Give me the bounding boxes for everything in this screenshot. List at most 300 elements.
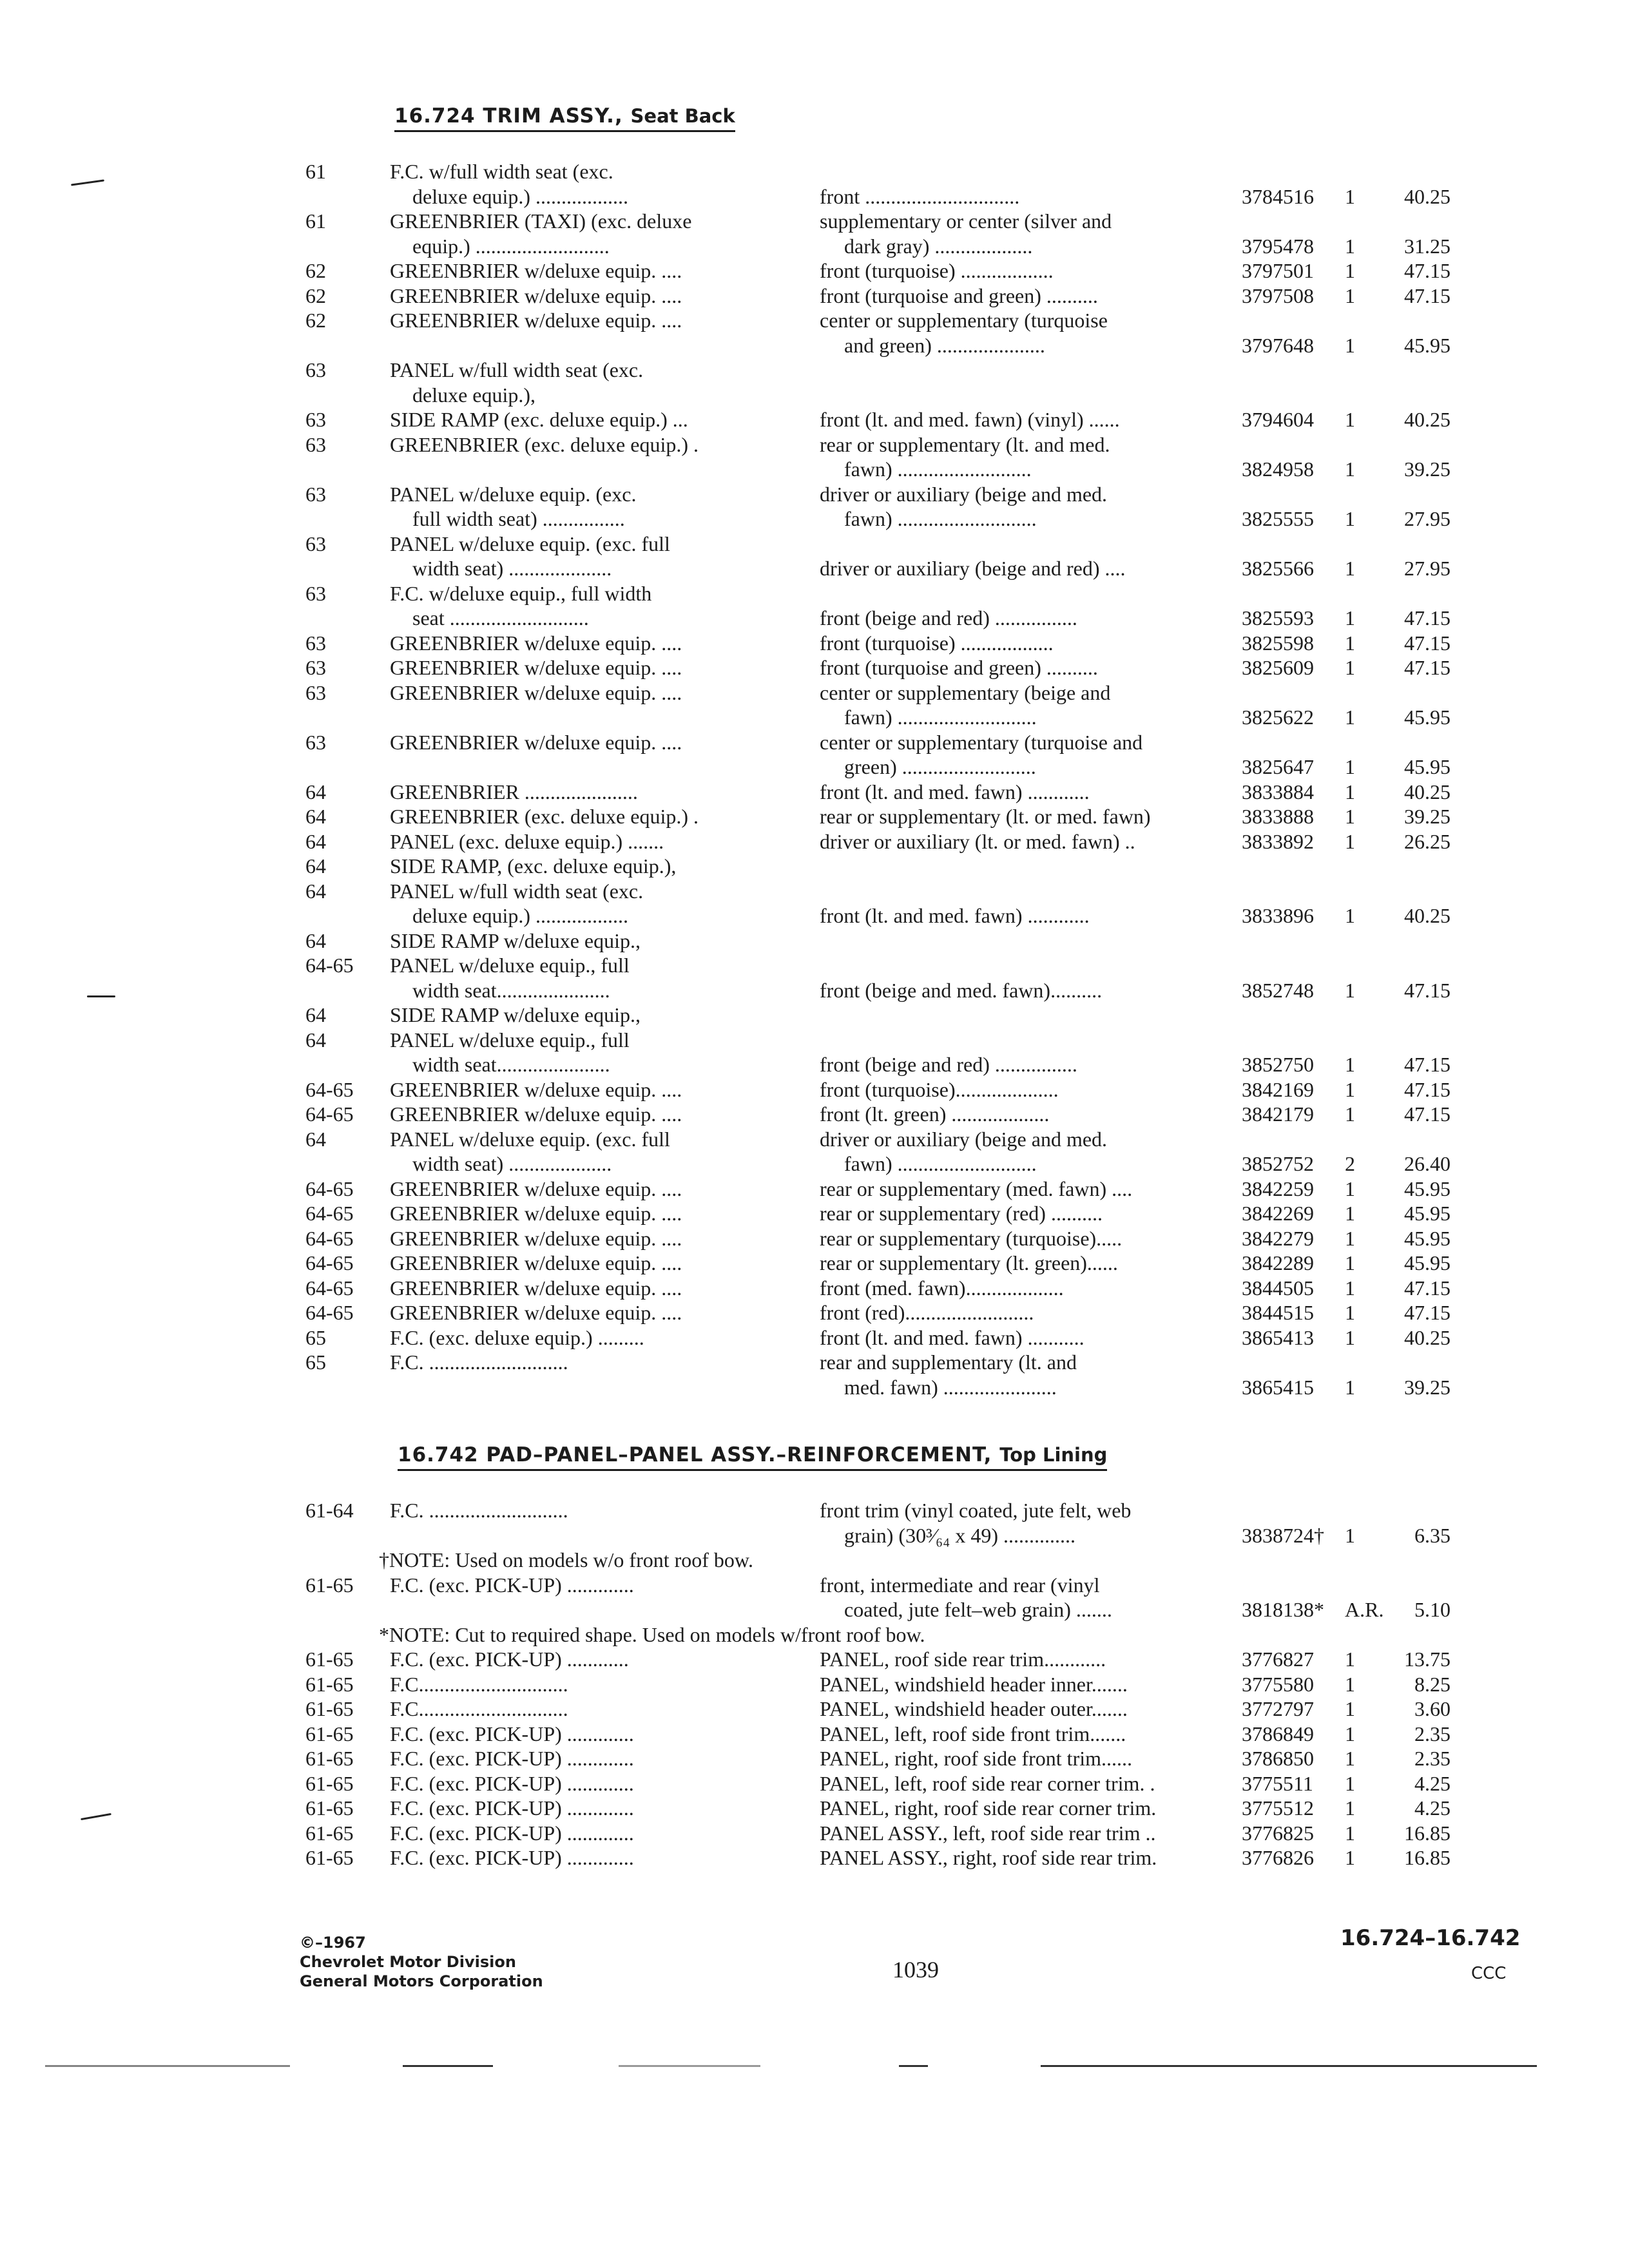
section-heading-pad-panel xyxy=(398,1443,1107,1471)
table-row xyxy=(0,879,1629,928)
table-row xyxy=(0,432,1629,482)
table-row xyxy=(0,407,1629,432)
model-description: F.C. (exc. PICK-UP) ............. xyxy=(390,1796,634,1820)
price: 2.35 xyxy=(1414,1722,1451,1745)
quantity: 1 xyxy=(1345,755,1355,778)
part-description: front (turquoise).................... xyxy=(820,1077,1059,1101)
part-number: 3842269 xyxy=(1242,1202,1314,1225)
part-description: PANEL, left, roof side front trim....... xyxy=(820,1722,1126,1745)
table-row xyxy=(0,532,1629,581)
quantity: 1 xyxy=(1345,1648,1355,1671)
table-row xyxy=(0,631,1629,656)
part-description: rear or supplementary (lt. or med. fawn) xyxy=(820,805,1151,828)
model-years: 64-65 xyxy=(305,1102,354,1126)
part-description: front (turquoise) .................. xyxy=(820,631,1054,655)
model-years: 61-65 xyxy=(305,1747,354,1770)
bottom-rule xyxy=(1041,2065,1537,2067)
section-title: 16.724 TRIM ASSY., xyxy=(394,104,623,128)
model-description: GREENBRIER w/deluxe equip. .... xyxy=(390,1177,682,1200)
price: 16.85 xyxy=(1404,1846,1451,1869)
part-description: center or supplementary (turquoise and xyxy=(820,730,1143,754)
model-years: 64-65 xyxy=(305,1177,354,1200)
price: 40.25 xyxy=(1404,904,1451,927)
model-description: GREENBRIER w/deluxe equip. .... xyxy=(390,309,682,332)
part-description-cont: coated, jute felt–web grain) ....... xyxy=(844,1598,1112,1621)
quantity: A.R. xyxy=(1345,1598,1384,1621)
part-description-cont: driver or auxiliary (beige and red) .... xyxy=(820,557,1126,580)
model-description: F.C. (exc. PICK-UP) ............. xyxy=(390,1747,634,1770)
model-description: GREENBRIER w/deluxe equip. .... xyxy=(390,1251,682,1274)
footer-corporation: General Motors Corporation xyxy=(300,1972,543,1990)
part-number: 3825622 xyxy=(1242,706,1314,729)
price: 40.25 xyxy=(1404,1325,1451,1349)
footer-publisher xyxy=(300,1933,543,1991)
model-years: 63 xyxy=(305,358,326,381)
part-number: 3818138* xyxy=(1242,1598,1324,1621)
quantity: 1 xyxy=(1345,656,1355,679)
model-years: 64 xyxy=(305,805,326,828)
model-description: F.C. (exc. PICK-UP) ............. xyxy=(390,1821,634,1845)
quantity: 1 xyxy=(1345,978,1355,1002)
part-description: front (lt. and med. fawn) ............ xyxy=(820,780,1090,803)
price: 5.10 xyxy=(1414,1598,1451,1621)
price: 26.25 xyxy=(1404,829,1451,853)
part-description-cont: fawn) ........................... xyxy=(844,1152,1037,1175)
part-number: 3842289 xyxy=(1242,1251,1314,1274)
part-number: 3842259 xyxy=(1242,1177,1314,1200)
model-years: 63 xyxy=(305,680,326,704)
quantity: 1 xyxy=(1345,1226,1355,1250)
note-row xyxy=(0,1622,1629,1648)
model-years: 64-65 xyxy=(305,1202,354,1225)
quantity: 2 xyxy=(1345,1152,1355,1175)
parts-table-pad-panel xyxy=(0,1498,1629,1870)
quantity: 1 xyxy=(1345,284,1355,307)
part-number: 3825566 xyxy=(1242,557,1314,580)
part-description: PANEL ASSY., left, roof side rear trim .. xyxy=(820,1821,1156,1845)
price: 31.25 xyxy=(1404,234,1451,258)
model-description-cont: width seat...................... xyxy=(412,978,610,1002)
model-description: PANEL w/deluxe equip. (exc. full xyxy=(390,1127,670,1151)
price: 47.15 xyxy=(1404,284,1451,307)
quantity: 1 xyxy=(1345,1202,1355,1225)
model-description: GREENBRIER w/deluxe equip. .... xyxy=(390,730,682,754)
part-description: PANEL, windshield header inner....... xyxy=(820,1672,1128,1696)
note-row xyxy=(0,1548,1629,1573)
model-years: 64-65 xyxy=(305,1077,354,1101)
part-description: rear or supplementary (med. fawn) .... xyxy=(820,1177,1133,1200)
model-description: GREENBRIER w/deluxe equip. .... xyxy=(390,680,682,704)
quantity: 1 xyxy=(1345,1301,1355,1324)
price: 47.15 xyxy=(1404,978,1451,1002)
part-description-cont: med. fawn) ...................... xyxy=(844,1375,1057,1399)
part-description-cont: fawn) .......................... xyxy=(844,457,1032,481)
model-years: 63 xyxy=(305,482,326,506)
model-years: 64 xyxy=(305,854,326,878)
model-description: GREENBRIER w/deluxe equip. .... xyxy=(390,1102,682,1126)
model-description-cont: deluxe equip.) .................. xyxy=(412,184,629,208)
part-number: 3833884 xyxy=(1242,780,1314,803)
part-number: 3844515 xyxy=(1242,1301,1314,1324)
part-number: 3775512 xyxy=(1242,1796,1314,1820)
quantity: 1 xyxy=(1345,1077,1355,1101)
part-number: 3852748 xyxy=(1242,978,1314,1002)
model-description: GREENBRIER w/deluxe equip. .... xyxy=(390,656,682,679)
model-description: PANEL w/full width seat (exc. xyxy=(390,358,644,381)
price: 45.95 xyxy=(1404,333,1451,357)
quantity: 1 xyxy=(1345,507,1355,530)
part-number: 3824958 xyxy=(1242,457,1314,481)
model-description: F.C............................. xyxy=(390,1697,568,1720)
model-years: 63 xyxy=(305,581,326,605)
table-row xyxy=(0,1127,1629,1177)
model-years: 65 xyxy=(305,1350,326,1374)
model-description: GREENBRIER w/deluxe equip. .... xyxy=(390,1276,682,1300)
price: 2.35 xyxy=(1414,1747,1451,1770)
table-row xyxy=(0,159,1629,209)
price: 45.95 xyxy=(1404,1202,1451,1225)
price: 27.95 xyxy=(1404,557,1451,580)
part-description: front (turquoise and green) .......... xyxy=(820,656,1098,679)
price: 47.15 xyxy=(1404,656,1451,679)
part-number: 3784516 xyxy=(1242,184,1314,208)
model-description: F.C. (exc. deluxe equip.) ......... xyxy=(390,1325,644,1349)
part-description-cont: fawn) ........................... xyxy=(844,507,1037,530)
model-years: 63 xyxy=(305,656,326,679)
model-description: SIDE RAMP w/deluxe equip., xyxy=(390,1003,641,1026)
bottom-rule xyxy=(403,2065,493,2067)
table-row xyxy=(0,1672,1629,1697)
footnote: †NOTE: Used on models w/o front roof bow. xyxy=(379,1548,753,1571)
section-subtitle: Top Lining xyxy=(999,1444,1108,1466)
model-years: 64 xyxy=(305,780,326,803)
part-description-cont: front (beige and red) ................ xyxy=(820,606,1077,629)
part-number: 3772797 xyxy=(1242,1697,1314,1720)
part-description: front (med. fawn)................... xyxy=(820,1276,1064,1300)
quantity: 1 xyxy=(1345,829,1355,853)
table-row xyxy=(0,358,1629,407)
table-row xyxy=(0,1696,1629,1722)
part-number: 3776826 xyxy=(1242,1846,1314,1869)
quantity: 1 xyxy=(1345,1722,1355,1745)
price: 26.40 xyxy=(1404,1152,1451,1175)
table-row xyxy=(0,258,1629,284)
model-description: PANEL w/deluxe equip. (exc. xyxy=(390,482,637,506)
model-years: 63 xyxy=(305,730,326,754)
table-row xyxy=(0,1003,1629,1028)
price: 47.15 xyxy=(1404,631,1451,655)
table-row xyxy=(0,1771,1629,1796)
part-number: 3865415 xyxy=(1242,1375,1314,1399)
model-description-cont: width seat) .................... xyxy=(412,1152,612,1175)
table-row xyxy=(0,655,1629,680)
model-description: GREENBRIER w/deluxe equip. .... xyxy=(390,1077,682,1101)
part-description: PANEL ASSY., right, roof side rear trim. xyxy=(820,1846,1157,1869)
model-years: 63 xyxy=(305,631,326,655)
margin-tick xyxy=(87,995,115,997)
model-years: 64 xyxy=(305,1028,326,1052)
footer-division: Chevrolet Motor Division xyxy=(300,1953,516,1971)
part-number: 3776825 xyxy=(1242,1821,1314,1845)
bottom-rule xyxy=(899,2065,928,2067)
table-row xyxy=(0,1177,1629,1202)
model-years: 64-65 xyxy=(305,1226,354,1250)
model-description-cont: equip.) .......................... xyxy=(412,234,610,258)
table-row xyxy=(0,209,1629,258)
model-description: F.C. (exc. PICK-UP) ............. xyxy=(390,1573,634,1597)
model-years: 61-65 xyxy=(305,1648,354,1671)
price: 45.95 xyxy=(1404,1226,1451,1250)
model-description: SIDE RAMP, (exc. deluxe equip.), xyxy=(390,854,677,878)
price: 47.15 xyxy=(1404,1077,1451,1101)
quantity: 1 xyxy=(1345,234,1355,258)
part-description: center or supplementary (turquoise xyxy=(820,309,1108,332)
price: 47.15 xyxy=(1404,259,1451,282)
quantity: 1 xyxy=(1345,333,1355,357)
price: 40.25 xyxy=(1404,408,1451,431)
model-years: 64-65 xyxy=(305,1276,354,1300)
part-description: rear and supplementary (lt. and xyxy=(820,1350,1077,1374)
part-number: 3786850 xyxy=(1242,1747,1314,1770)
bottom-rule xyxy=(619,2065,760,2067)
table-row xyxy=(0,1647,1629,1672)
quantity: 1 xyxy=(1345,1697,1355,1720)
part-description-cont: front .............................. xyxy=(820,184,1020,208)
part-description-cont: front (lt. and med. fawn) ............ xyxy=(820,904,1090,927)
price: 40.25 xyxy=(1404,184,1451,208)
price: 13.75 xyxy=(1404,1648,1451,1671)
footnote: *NOTE: Cut to required shape. Used on models w/front roof bow. xyxy=(379,1622,925,1646)
model-years: 63 xyxy=(305,408,326,431)
part-number: 3825647 xyxy=(1242,755,1314,778)
table-row xyxy=(0,804,1629,829)
table-row xyxy=(0,1102,1629,1127)
model-description: GREENBRIER (TAXI) (exc. deluxe xyxy=(390,209,692,233)
part-number: 3852750 xyxy=(1242,1053,1314,1076)
quantity: 1 xyxy=(1345,1523,1355,1547)
part-description: PANEL, windshield header outer....... xyxy=(820,1697,1128,1720)
part-number: 3865413 xyxy=(1242,1325,1314,1349)
model-description: F.C. (exc. PICK-UP) ............. xyxy=(390,1771,634,1795)
table-row xyxy=(0,1573,1629,1622)
table-row xyxy=(0,284,1629,309)
part-number: 3842179 xyxy=(1242,1102,1314,1126)
model-description-cont: full width seat) ................ xyxy=(412,507,625,530)
model-description: GREENBRIER (exc. deluxe equip.) . xyxy=(390,805,699,828)
part-number: 3838724† xyxy=(1242,1523,1324,1547)
quantity: 1 xyxy=(1345,805,1355,828)
price: 16.85 xyxy=(1404,1821,1451,1845)
part-number: 3794604 xyxy=(1242,408,1314,431)
model-years: 64-65 xyxy=(305,1251,354,1274)
part-number: 3775511 xyxy=(1242,1771,1313,1795)
part-number: 3795478 xyxy=(1242,234,1314,258)
model-years: 61-65 xyxy=(305,1846,354,1869)
price: 39.25 xyxy=(1404,805,1451,828)
model-description: F.C. w/deluxe equip., full width xyxy=(390,581,652,605)
part-number: 3825555 xyxy=(1242,507,1314,530)
model-description: GREENBRIER (exc. deluxe equip.) . xyxy=(390,432,699,456)
part-number: 3842169 xyxy=(1242,1077,1314,1101)
part-description: front (lt. and med. fawn) ........... xyxy=(820,1325,1084,1349)
model-years: 62 xyxy=(305,284,326,307)
part-number: 3825593 xyxy=(1242,606,1314,629)
price: 47.15 xyxy=(1404,1276,1451,1300)
quantity: 1 xyxy=(1345,457,1355,481)
model-description: GREENBRIER w/deluxe equip. .... xyxy=(390,1226,682,1250)
bottom-rule xyxy=(45,2065,290,2067)
part-description-cont: front (beige and red) ................ xyxy=(820,1053,1077,1076)
model-years: 62 xyxy=(305,259,326,282)
part-description: driver or auxiliary (beige and med. xyxy=(820,1127,1108,1151)
price: 45.95 xyxy=(1404,755,1451,778)
table-row xyxy=(0,1251,1629,1276)
model-years: 64 xyxy=(305,1003,326,1026)
part-number: 3833888 xyxy=(1242,805,1314,828)
quantity: 1 xyxy=(1345,706,1355,729)
model-description-cont: width seat) .................... xyxy=(412,557,612,580)
part-description: driver or auxiliary (beige and med. xyxy=(820,482,1108,506)
quantity: 1 xyxy=(1345,1177,1355,1200)
part-description: rear or supplementary (red) .......... xyxy=(820,1202,1103,1225)
table-row xyxy=(0,1821,1629,1846)
footer-code: CCC xyxy=(1471,1964,1507,1983)
model-years: 61 xyxy=(305,209,326,233)
model-description: SIDE RAMP w/deluxe equip., xyxy=(390,928,641,952)
part-number: 3797508 xyxy=(1242,284,1314,307)
model-description: F.C. (exc. PICK-UP) ............. xyxy=(390,1846,634,1869)
part-number: 3833896 xyxy=(1242,904,1314,927)
model-description-cont: deluxe equip.), xyxy=(412,383,536,407)
table-row xyxy=(0,1746,1629,1771)
model-years: 62 xyxy=(305,309,326,332)
quantity: 1 xyxy=(1345,1821,1355,1845)
quantity: 1 xyxy=(1345,1846,1355,1869)
model-years: 64-65 xyxy=(305,954,354,977)
model-years: 64 xyxy=(305,879,326,903)
model-description: PANEL w/full width seat (exc. xyxy=(390,879,644,903)
part-description: front (turquoise) .................. xyxy=(820,259,1054,282)
model-description: F.C............................. xyxy=(390,1672,568,1696)
quantity: 1 xyxy=(1345,259,1355,282)
table-row xyxy=(0,308,1629,358)
model-description: GREENBRIER w/deluxe equip. .... xyxy=(390,284,682,307)
part-number: 3775580 xyxy=(1242,1672,1314,1696)
quantity: 1 xyxy=(1345,557,1355,580)
model-years: 61-65 xyxy=(305,1722,354,1745)
model-description: F.C. (exc. PICK-UP) ............ xyxy=(390,1648,629,1671)
price: 27.95 xyxy=(1404,507,1451,530)
table-row xyxy=(0,1201,1629,1226)
table-row xyxy=(0,829,1629,854)
quantity: 1 xyxy=(1345,1375,1355,1399)
table-row xyxy=(0,1028,1629,1077)
quantity: 1 xyxy=(1345,631,1355,655)
price: 8.25 xyxy=(1414,1672,1451,1696)
quantity: 1 xyxy=(1345,1796,1355,1820)
part-description: front (lt. and med. fawn) (vinyl) ...... xyxy=(820,408,1120,431)
model-years: 61-65 xyxy=(305,1697,354,1720)
table-row xyxy=(0,680,1629,730)
table-row xyxy=(0,1350,1629,1399)
table-row xyxy=(0,1226,1629,1251)
part-description: rear or supplementary (lt. and med. xyxy=(820,432,1110,456)
model-description: PANEL (exc. deluxe equip.) ....... xyxy=(390,829,664,853)
quantity: 1 xyxy=(1345,1276,1355,1300)
quantity: 1 xyxy=(1345,1672,1355,1696)
table-row xyxy=(0,928,1629,954)
part-number: 3825598 xyxy=(1242,631,1314,655)
part-description: driver or auxiliary (lt. or med. fawn) .. xyxy=(820,829,1135,853)
table-row xyxy=(0,953,1629,1003)
model-years: 64 xyxy=(305,829,326,853)
price: 47.15 xyxy=(1404,1053,1451,1076)
part-description-cont: front (beige and med. fawn).......... xyxy=(820,978,1103,1002)
table-row xyxy=(0,1300,1629,1325)
table-row xyxy=(0,1077,1629,1102)
price: 45.95 xyxy=(1404,1251,1451,1274)
part-description-cont: dark gray) ................... xyxy=(844,234,1033,258)
model-description: SIDE RAMP (exc. deluxe equip.) ... xyxy=(390,408,688,431)
part-description: PANEL, roof side rear trim............ xyxy=(820,1648,1106,1671)
model-description: PANEL w/deluxe equip., full xyxy=(390,1028,630,1052)
price: 3.60 xyxy=(1414,1697,1451,1720)
part-number: 3825609 xyxy=(1242,656,1314,679)
model-years: 64-65 xyxy=(305,1301,354,1324)
model-description: GREENBRIER w/deluxe equip. .... xyxy=(390,259,682,282)
part-number: 3852752 xyxy=(1242,1152,1314,1175)
price: 39.25 xyxy=(1404,1375,1451,1399)
table-row xyxy=(0,1722,1629,1747)
part-description: rear or supplementary (lt. green)...... xyxy=(820,1251,1118,1274)
model-years: 61-64 xyxy=(305,1499,354,1522)
price: 47.15 xyxy=(1404,1301,1451,1324)
model-years: 61-65 xyxy=(305,1672,354,1696)
price: 4.25 xyxy=(1414,1771,1451,1795)
model-description: F.C. w/full width seat (exc. xyxy=(390,160,613,183)
part-description: rear or supplementary (turquoise)..... xyxy=(820,1226,1123,1250)
part-description-cont: and green) ..................... xyxy=(844,333,1045,357)
price: 6.35 xyxy=(1414,1523,1451,1547)
parts-table-trim-assy xyxy=(0,159,1629,1399)
part-description: supplementary or center (silver and xyxy=(820,209,1112,233)
part-description: front (red)......................... xyxy=(820,1301,1034,1324)
model-years: 61-65 xyxy=(305,1796,354,1820)
model-description-cont: deluxe equip.) .................. xyxy=(412,904,629,927)
part-number: 3786849 xyxy=(1242,1722,1314,1745)
price: 4.25 xyxy=(1414,1796,1451,1820)
model-description: PANEL w/deluxe equip., full xyxy=(390,954,630,977)
part-description: PANEL, right, roof side rear corner trim. xyxy=(820,1796,1157,1820)
part-description-cont: grain) (30³⁄₆₄ x 49) .............. xyxy=(844,1523,1075,1547)
table-row xyxy=(0,1498,1629,1548)
model-years: 61-65 xyxy=(305,1771,354,1795)
footer-section-range: 16.724–16.742 xyxy=(1340,1925,1521,1951)
model-description-cont: width seat...................... xyxy=(412,1053,610,1076)
model-years: 65 xyxy=(305,1325,326,1349)
part-description: front (lt. green) ................... xyxy=(820,1102,1050,1126)
part-description: PANEL, right, roof side front trim...... xyxy=(820,1747,1132,1770)
price: 39.25 xyxy=(1404,457,1451,481)
part-description-cont: green) .......................... xyxy=(844,755,1036,778)
part-number: 3844505 xyxy=(1242,1276,1314,1300)
section-title: 16.742 PAD–PANEL–PANEL ASSY.–REINFORCEMENT, xyxy=(398,1443,992,1466)
model-description: GREENBRIER ...................... xyxy=(390,780,638,803)
table-row xyxy=(0,1276,1629,1301)
footer-copyright: ©–1967 xyxy=(300,1934,366,1952)
price: 45.95 xyxy=(1404,706,1451,729)
quantity: 1 xyxy=(1345,904,1355,927)
